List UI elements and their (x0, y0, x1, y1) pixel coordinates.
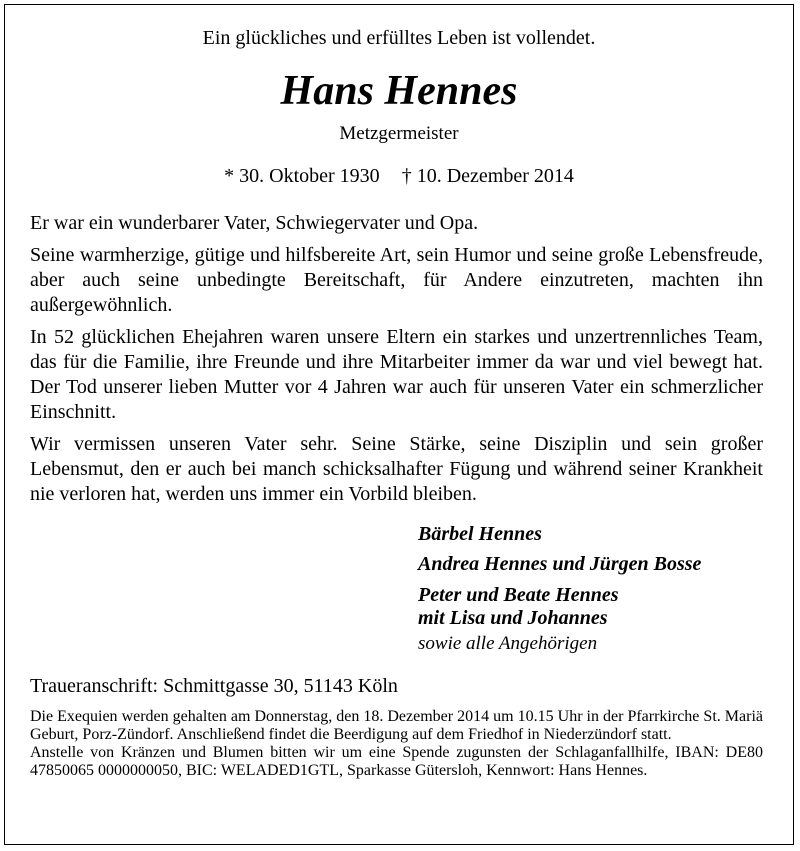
mourner: Peter und Beate Hennes (418, 584, 619, 606)
service-info (30, 708, 763, 780)
obituary-notice (4, 4, 794, 845)
death-date: † 10. Dezember 2014 (401, 165, 574, 187)
relatives-line: sowie alle Angehörigen (418, 633, 598, 654)
paragraph: Wir vermissen unseren Vater sehr. Seine Stärke, seine Disziplin und sein großer Lebensmut, den er auch bei manch schicksalhafter Fügung und während seiner Krankheit nie verloren hat, werden uns immer ein Vorbild bleiben. (30, 433, 763, 505)
paragraph: Er war ein wunderbarer Vater, Schwiegervater und Opa. (30, 212, 479, 234)
mourners-list (418, 519, 701, 659)
mourner: Bärbel Hennes (418, 523, 542, 545)
deceased-name: Hans Hennes (280, 68, 518, 114)
paragraph: In 52 glücklichen Ehejahren waren unsere Eltern ein starkes und unzertrennliches Team, das für die Familie, ihre Freunde und ihre Mitarbeiter immer da war und viel bewegt hat. Der Tod unserer lieben Mutter vor 4 Jahren war auch für unseren Vater ein schmerzlicher Einschnitt. (30, 326, 763, 423)
birth-date: * 30. Oktober 1930 (224, 165, 380, 187)
mourner: Andrea Hennes und Jürgen Bosse (418, 553, 702, 575)
funeral-info: Die Exequien werden gehalten am Donnerstag, den 18. Dezember 2014 um 10.15 Uhr in der Pfarrkirche St. Mariä Geburt, Porz-Zündorf. Anschließend findet die Beerdigung auf dem Friedhof in Niederzündorf statt. (30, 708, 763, 743)
motto: Ein glückliches und erfülltes Leben ist vollendet. (202, 27, 596, 49)
mourner: mit Lisa und Johannes (418, 607, 608, 629)
life-dates (5, 165, 793, 188)
donation-info: Anstelle von Kränzen und Blumen bitten wir um eine Spende zugunsten der Schlaganfallhilfe, IBAN: DE80 47850065 0000000050, BIC: WELADED1GTL, Sparkasse Gütersloh, Kennwort: Hans Hennes. (30, 744, 763, 779)
paragraph: Seine warmherzige, gütige und hilfsbereite Art, sein Humor und seine große Lebensfreude, aber auch seine unbedingte Bereitschaft, für Andere einzutreten, machten ihn außergewöhnlich. (30, 244, 763, 316)
obituary-text (30, 211, 763, 514)
occupation: Metzgermeister (339, 123, 459, 144)
mourning-address: Traueranschrift: Schmittgasse 30, 51143 Köln (30, 675, 398, 697)
